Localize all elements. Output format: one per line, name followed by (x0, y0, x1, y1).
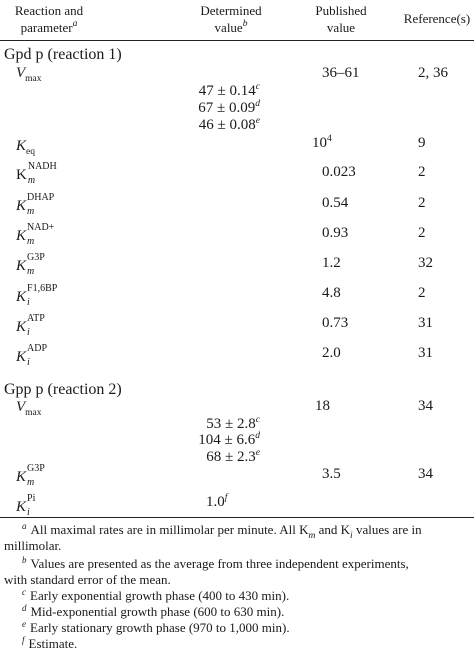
reference: 2 (418, 225, 426, 241)
published-value: 0.93 (322, 225, 349, 241)
param-ki-adp: K ADP i (16, 343, 48, 368)
param-vmax: $V_{max}$ (16, 399, 42, 418)
determined-value: 46 ± 0.08$^e$ (198, 116, 260, 133)
footnote-f: $^f$ Estimate. (22, 635, 78, 651)
determined-value: 104 ± 6.6$^d$ (198, 431, 260, 448)
col-header-reaction-line2: parameter$^a$ (20, 19, 78, 35)
footnote-b: $^b$ Values are presented as the average from three independent experiments, (22, 555, 409, 571)
reference: 2, 36 (418, 65, 448, 81)
col-header-published-line2: value (326, 20, 356, 35)
published-value: 0.54 (322, 195, 349, 211)
determined-value: 1.0$^f$ (206, 493, 228, 510)
published-value: 4.8 (322, 285, 341, 301)
reference: 34 (418, 398, 433, 414)
col-header-references: Reference(s) (403, 11, 471, 26)
reference: 2 (418, 164, 426, 180)
determined-value: 67 ± 0.09$^d$ (198, 99, 260, 116)
param-ki-atp: K ATP i (16, 313, 45, 338)
footnote-a: $^a$ All maximal rates are in millimolar per minute. All $K_m$ and $K_i$ values are in (22, 521, 422, 541)
published-value: 1.2 (322, 255, 341, 271)
determined-value: 68 ± 2.3$^e$ (206, 448, 260, 465)
param-km-g3p: K G3P m (16, 463, 45, 488)
param-keq: $K_{eq}$ (16, 138, 35, 157)
reference: 9 (418, 135, 426, 151)
reference: 32 (418, 255, 433, 271)
section-title: Gpp p (reaction 2) (4, 381, 122, 398)
published-value: 2.0 (322, 345, 341, 361)
col-header-determined-line1: Determined (200, 3, 262, 18)
published-value: $10^4$ (312, 134, 332, 151)
param-vmax: $V_{max}$ (16, 65, 42, 84)
col-header-published (296, 2, 386, 36)
param-km-nad: K NAD+ m (16, 222, 55, 247)
reference: 31 (418, 315, 433, 331)
col-header-reaction-line1: Reaction and (14, 3, 84, 18)
published-value: 36–61 (322, 65, 360, 81)
col-header-determined-line2: value$^b$ (214, 19, 248, 35)
published-value: 18 (315, 398, 330, 414)
reference: 2 (418, 285, 426, 301)
footnote-c: $^c$ Early exponential growth phase (400 to 430 min). (22, 587, 290, 603)
determined-value: 53 ± 2.8$^c$ (206, 415, 260, 432)
param-ki-pi: K Pi i (16, 493, 36, 518)
published-value: 0.73 (322, 315, 349, 331)
reference: 34 (418, 466, 433, 482)
footnote-a-cont: millimolar. (4, 538, 62, 553)
col-header-published-line1: Published (315, 3, 367, 18)
section-title: Gpd p (reaction 1) (4, 46, 122, 63)
footnote-b-cont: with standard error of the mean. (4, 572, 171, 587)
reference: 31 (418, 345, 433, 361)
reference: 2 (418, 195, 426, 211)
published-value: 3.5 (322, 466, 341, 482)
published-value: 0.023 (322, 164, 356, 180)
col-header-determined (176, 2, 286, 36)
col-header-reaction (0, 2, 98, 36)
footer-rule (0, 517, 474, 518)
footnote-d: $^d$ Mid-exponential growth phase (600 to 630 min). (22, 603, 285, 619)
param-km-dhap: K DHAP m (16, 192, 55, 217)
determined-value: 47 ± 0.14$^c$ (198, 82, 260, 99)
param-km-g3p: K G3P m (16, 252, 45, 277)
param-km-nadh: K NADH m (16, 161, 57, 186)
header-rule (0, 40, 474, 41)
param-ki-f16bp: K F1,6BP i (16, 283, 58, 308)
footnote-e: $^e$ Early stationary growth phase (970 to 1,000 min). (22, 619, 290, 635)
